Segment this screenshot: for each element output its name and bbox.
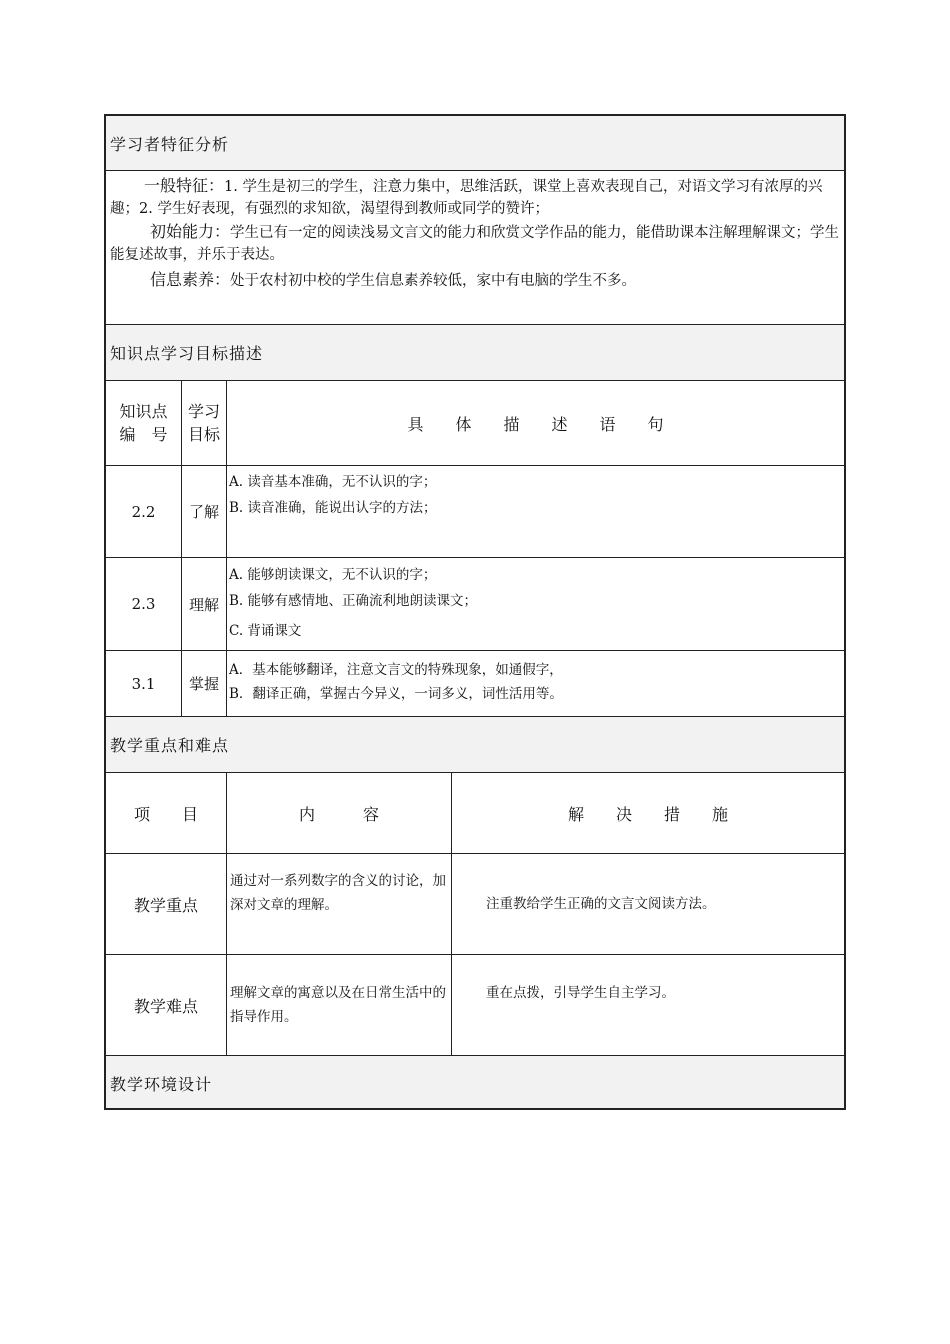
header-content: 内 容 xyxy=(298,804,379,824)
section-header-knowledge xyxy=(106,325,844,381)
section-title: 教学重点和难点 xyxy=(110,736,230,755)
goal-description xyxy=(229,469,841,521)
row-measure: 注重教给学生正确的文言文阅读方法。 xyxy=(486,896,716,912)
header-learning-goal: 学习 目标 xyxy=(187,402,220,444)
list-item: A. 能够朗读课文，无不认识的字； xyxy=(229,567,437,583)
knowledge-id: 2.3 xyxy=(131,595,156,613)
list-item: B. 读音准确，能说出认字的方法； xyxy=(229,500,437,516)
learning-goal: 掌握 xyxy=(188,675,219,693)
goal-description xyxy=(229,658,841,706)
list-item: C. 背诵课文 xyxy=(229,623,302,639)
list-item: B．翻译正确，掌握古今异义，一词多义，词性活用等。 xyxy=(229,686,563,702)
section-title: 知识点学习目标描述 xyxy=(110,344,264,363)
row-item-label: 教学难点 xyxy=(133,996,198,1016)
row-content: 理解文章的寓意以及在日常生活中的指导作用。 xyxy=(230,985,446,1025)
row-item-label: 教学重点 xyxy=(133,895,198,915)
section-title: 学习者特征分析 xyxy=(110,135,230,154)
general-traits: 一般特征：1. 学生是初三的学生，注意力集中，思维活跃，课堂上喜欢表现自己，对语文学习有浓厚的兴趣；2. 学生好表现，有强烈的求知欲，渴望得到教师或同学的赞许； xyxy=(110,176,823,217)
section-header-environment xyxy=(106,1056,844,1108)
lesson-plan-table xyxy=(104,114,846,1110)
header-item: 项 目 xyxy=(133,804,198,824)
list-item: B. 能够有感情地、正确流利地朗读课文； xyxy=(229,593,478,609)
header-measure: 解 决 措 施 xyxy=(567,804,728,824)
goal-description xyxy=(229,562,841,644)
list-item: A. 读音基本准确，无不认识的字； xyxy=(229,474,437,490)
learning-goal: 理解 xyxy=(188,595,219,614)
knowledge-id: 3.1 xyxy=(131,674,156,693)
learning-goal: 了解 xyxy=(188,503,219,521)
header-knowledge-id: 知识点 编 号 xyxy=(119,402,168,444)
section-header-focus xyxy=(106,717,844,773)
section-header-learner xyxy=(106,116,844,171)
section-title: 教学环境设计 xyxy=(110,1075,213,1094)
list-item: A．基本能够翻译，注意文言文的特殊现象，如通假字， xyxy=(229,662,563,678)
row-content: 通过对一系列数字的含义的讨论，加深对文章的理解。 xyxy=(230,873,446,913)
learner-analysis-body xyxy=(106,171,844,325)
initial-ability: 初始能力：学生已有一定的阅读浅易文言文的能力和欣赏文学作品的能力，能借助课本注解理解课文；学生能复述故事，并乐于表达。 xyxy=(110,222,840,263)
row-measure: 重在点拨，引导学生自主学习。 xyxy=(486,985,675,1001)
knowledge-id: 2.2 xyxy=(131,502,156,521)
header-description: 具 体 描 述 语 句 xyxy=(407,414,664,434)
info-literacy: 信息素养：处于农村初中校的学生信息素养较低，家中有电脑的学生不多。 xyxy=(150,270,637,289)
